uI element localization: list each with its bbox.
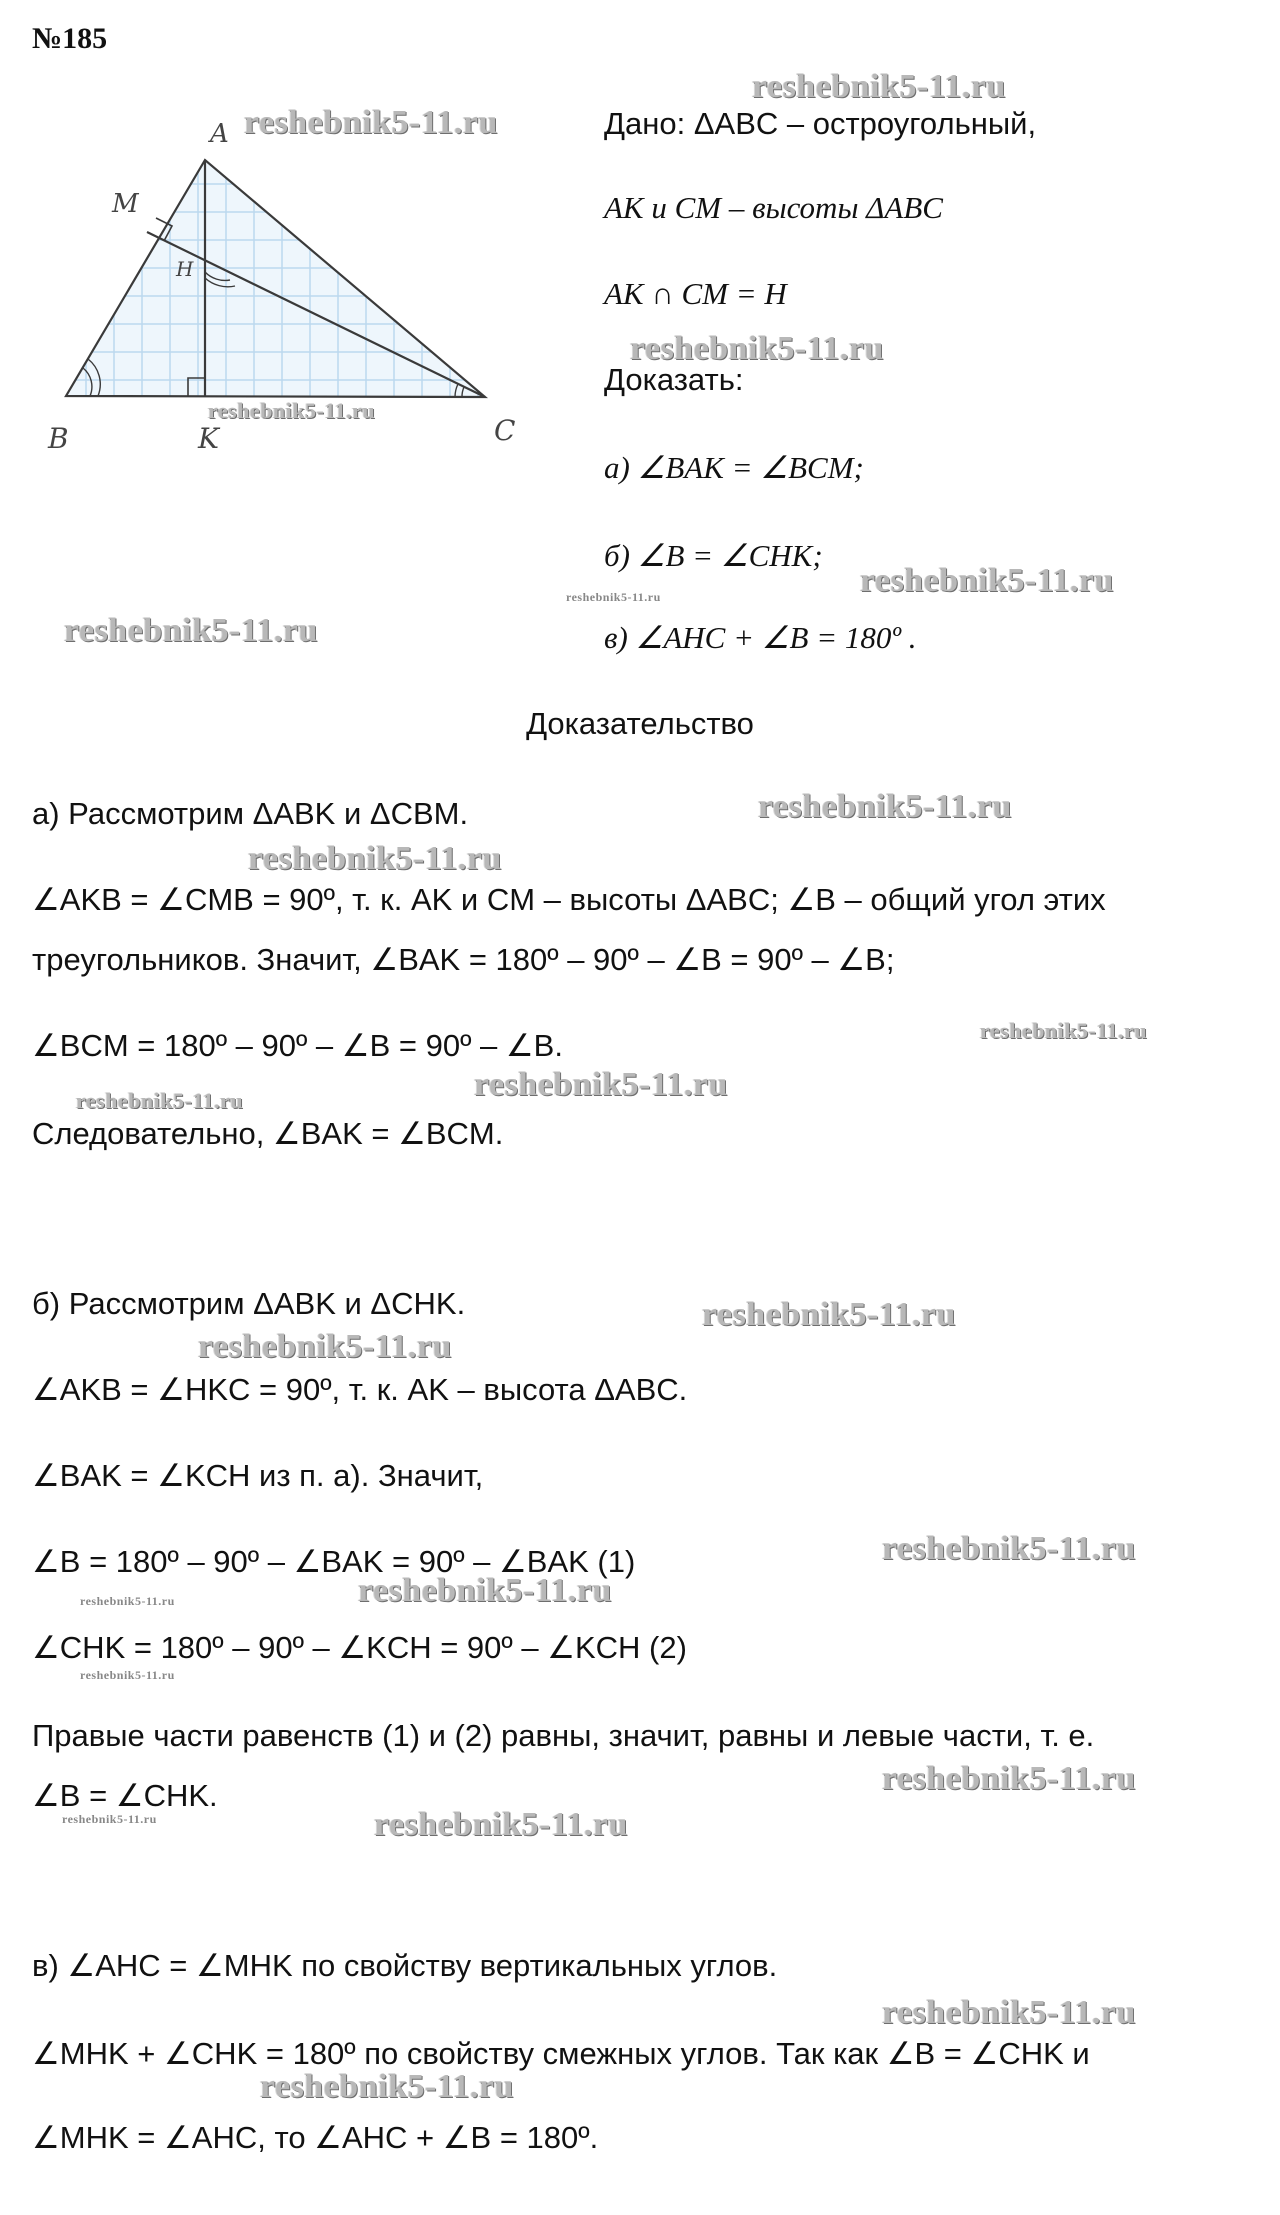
watermark: reshebnik5-11.ru [758,788,1012,825]
proof-b-line-2: ∠AKB = ∠HKC = 90º, т. к. AK – высота ΔABC. [32,1372,688,1407]
watermark: reshebnik5-11.ru [208,398,376,423]
watermark: reshebnik5-11.ru [260,2068,514,2105]
proof-c-line-3: ∠MHK = ∠AHC, то ∠AHC + ∠B = 180º. [32,2120,599,2155]
label-h: H [176,257,194,281]
watermark: reshebnik5-11.ru [882,1530,1136,1567]
prove-c: в) ∠AHC + ∠B = 180º . [604,620,917,655]
proof-b-line-5: ∠CHK = 180º – 90º – ∠KCH = 90º – ∠KCH (2) [32,1630,687,1665]
watermark: reshebnik5-11.ru [702,1296,956,1333]
proof-b-line-7: ∠B = ∠CHK. [32,1778,218,1813]
proof-a-line-2: ∠AKB = ∠CMB = 90º, т. к. AK и CM – высоты ΔABC; ∠B – общий угол этих [32,882,1106,917]
prove-b: б) ∠B = ∠CHK; [604,538,823,573]
watermark: reshebnik5-11.ru [374,1806,628,1843]
prove-a: а) ∠BAK = ∠BCM; [604,450,864,485]
proof-title: Доказательство [526,706,754,741]
watermark: reshebnik5-11.ru [248,840,502,877]
proof-b-line-4: ∠B = 180º – 90º – ∠BAK = 90º – ∠BAK (1) [32,1544,636,1579]
watermark: reshebnik5-11.ru [76,1088,244,1113]
label-m: M [112,189,139,219]
label-a: A [210,119,229,149]
watermark: reshebnik5-11.ru [80,1668,175,1682]
label-k: K [198,422,219,455]
watermark: reshebnik5-11.ru [980,1018,1148,1043]
proof-c-line-2: ∠MHK + ∠CHK = 180º по свойству смежных углов. Так как ∠B = ∠CHK и [32,2036,1090,2071]
watermark: reshebnik5-11.ru [860,562,1114,599]
given-line-3: AK ∩ CM = H [604,276,787,311]
watermark: reshebnik5-11.ru [358,1572,612,1609]
watermark: reshebnik5-11.ru [62,1812,157,1826]
watermark: reshebnik5-11.ru [198,1328,452,1365]
prove-title: Доказать: [604,362,744,397]
proof-c-line-1: в) ∠AHC = ∠MHK по свойству вертикальных углов. [32,1948,778,1983]
proof-b-line-3: ∠BAK = ∠KCH из п. а). Значит, [32,1458,484,1493]
given-line-1: Дано: ΔABC – остроугольный, [604,106,1037,141]
watermark: reshebnik5-11.ru [64,612,318,649]
proof-b-line-1: б) Рассмотрим ΔABK и ΔCHK. [32,1286,466,1321]
watermark: reshebnik5-11.ru [566,590,661,604]
label-b: B [48,422,69,455]
problem-number: №185 [32,22,108,55]
proof-a-line-3: треугольников. Значит, ∠BAK = 180º – 90º – ∠B = 90º – ∠B; [32,942,895,977]
proof-a-line-4: ∠BCM = 180º – 90º – ∠B = 90º – ∠B. [32,1028,563,1063]
proof-b-line-6: Правые части равенств (1) и (2) равны, значит, равны и левые части, т. е. [32,1718,1095,1753]
watermark: reshebnik5-11.ru [882,1760,1136,1797]
watermark: reshebnik5-11.ru [752,68,1006,105]
proof-a-line-5: Следовательно, ∠BAK = ∠BCM. [32,1116,504,1151]
watermark: reshebnik5-11.ru [244,104,498,141]
given-line-2: AK и CM – высоты ΔABC [604,190,943,225]
watermark: reshebnik5-11.ru [474,1066,728,1103]
watermark: reshebnik5-11.ru [80,1594,175,1608]
proof-a-line-1: а) Рассмотрим ΔABK и ΔCBM. [32,796,469,831]
watermark: reshebnik5-11.ru [630,330,884,367]
watermark: reshebnik5-11.ru [882,1994,1136,2031]
label-c: C [494,414,516,447]
